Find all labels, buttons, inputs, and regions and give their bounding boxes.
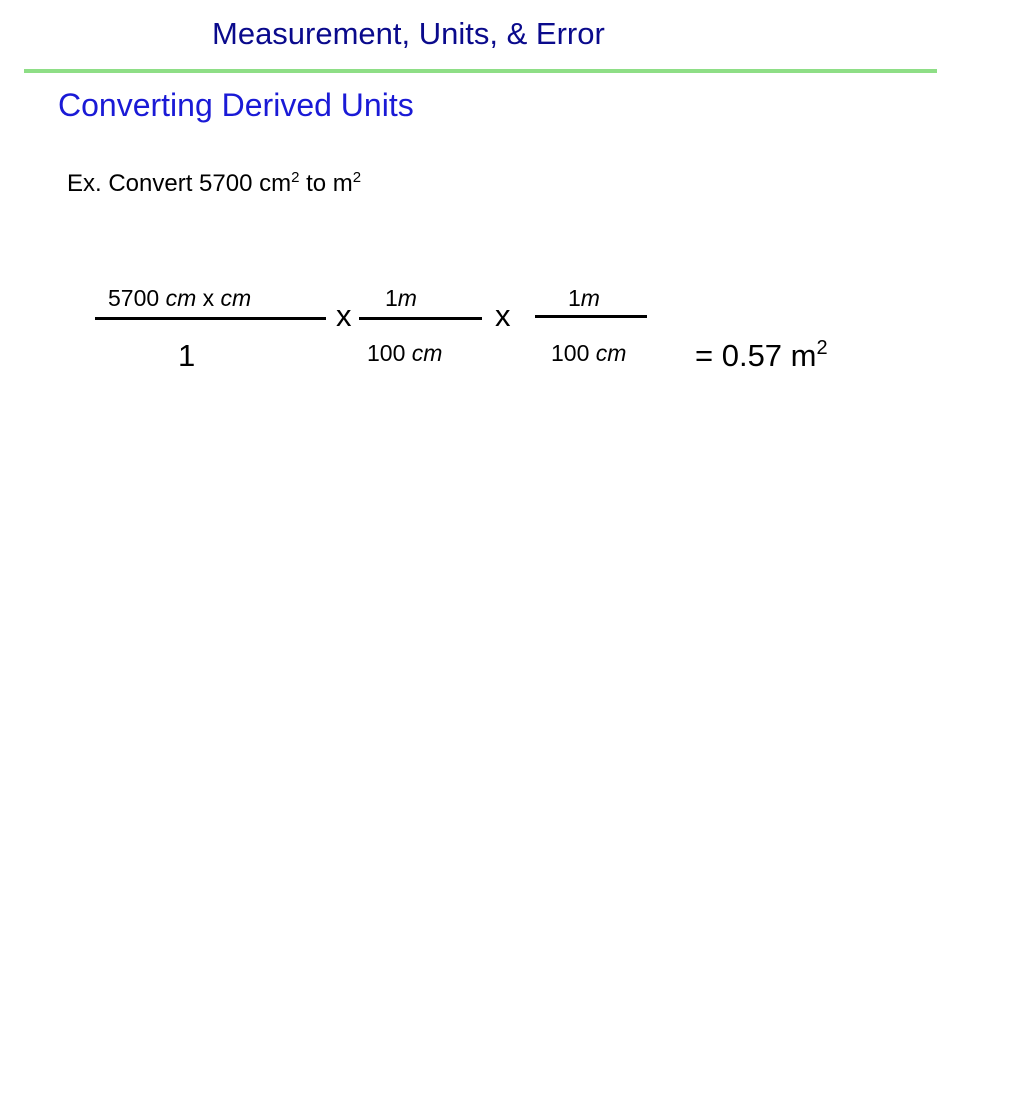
term3-num-value: 1 — [568, 285, 581, 311]
example-exponent-1: 2 — [291, 169, 300, 186]
term3-fraction-bar — [535, 315, 647, 318]
term1-num-times: x — [202, 285, 215, 311]
term2-denominator — [367, 340, 442, 367]
result-text: = 0.57 m — [695, 338, 817, 373]
term1-denominator: 1 — [178, 338, 196, 373]
term2-numerator — [385, 285, 417, 312]
term3-num-unit: m — [580, 285, 600, 311]
term2-den-unit: cm — [411, 340, 443, 366]
example-statement — [67, 170, 361, 198]
term2-num-value: 1 — [385, 285, 398, 311]
term2-den-value: 100 — [367, 340, 406, 366]
result-exponent: 2 — [816, 337, 828, 359]
term3-den-unit: cm — [595, 340, 627, 366]
term1-num-unit1: cm — [165, 285, 197, 311]
example-exponent-2: 2 — [352, 169, 362, 186]
term1-fraction-bar — [95, 317, 326, 320]
term3-denominator — [551, 340, 626, 367]
term2-fraction-bar — [359, 317, 482, 320]
term2-num-unit: m — [397, 285, 417, 311]
term1-numerator — [108, 285, 251, 312]
example-prefix: Ex. Convert 5700 cm — [67, 170, 292, 197]
term3-numerator — [568, 285, 600, 312]
term3-den-value: 100 — [551, 340, 590, 366]
term1-num-unit2: cm — [220, 285, 252, 311]
operator-multiply-1: x — [336, 298, 352, 333]
section-title: Converting Derived Units — [58, 87, 414, 123]
operator-multiply-2: x — [495, 298, 511, 333]
term1-num-value: 5700 — [108, 285, 160, 311]
slide-header: Measurement, Units, & Error — [212, 16, 605, 51]
example-mid: to m — [299, 170, 353, 197]
header-divider — [24, 69, 937, 73]
result — [695, 338, 828, 374]
